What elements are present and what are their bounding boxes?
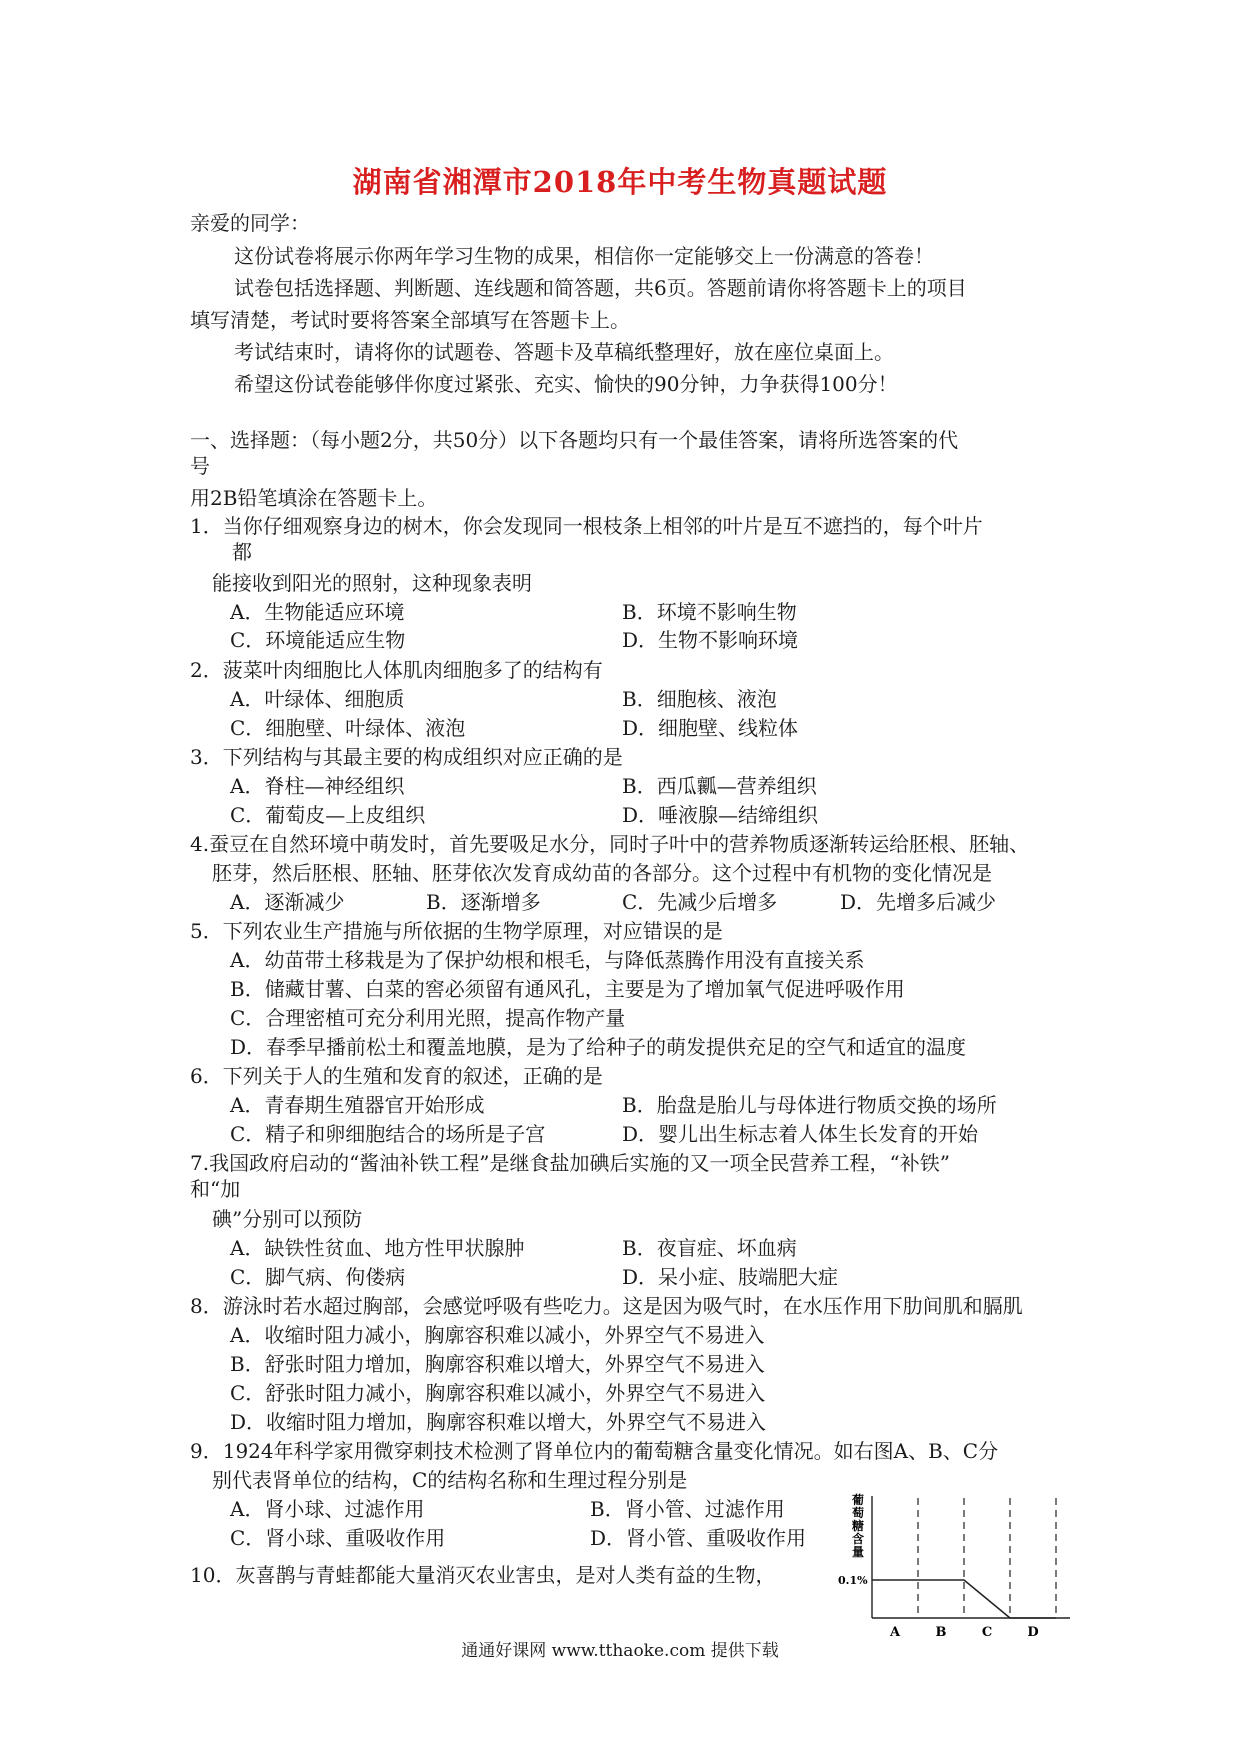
section1-line3: 用2B铅笔填涂在答题卡上。 (190, 486, 438, 510)
q5-option-b: B．储藏甘薯、白菜的窖必须留有通风孔，主要是为了增加氧气促进呼吸作用 (230, 977, 905, 1001)
intro-p2a: 试卷包括选择题、判断题、连线题和简答题，共6页。答题前请你将答题卡上的项目 (234, 276, 967, 300)
q1-option-a: A．生物能适应环境 (230, 600, 405, 624)
q9-line2: 别代表肾单位的结构，C的结构名称和生理过程分别是 (212, 1468, 688, 1492)
q2-option-b: B．细胞核、液泡 (622, 687, 777, 711)
q2-option-d: D．细胞壁、线粒体 (622, 716, 799, 740)
q4-option-c: C．先减少后增多 (622, 890, 778, 914)
y-tick-label: 0.1% (838, 1574, 868, 1587)
svg-text:葡萄糖含量: 葡萄糖含量 (851, 1493, 865, 1559)
q2-option-c: C．细胞壁、叶绿体、液泡 (230, 716, 466, 740)
x-label-d: D (1027, 1625, 1039, 1638)
q5-stem: 5．下列农业生产措施与所依据的生物学原理，对应错误的是 (190, 919, 723, 943)
page-footer: 通通好课网 www.tthaoke.com 提供下载 (461, 1641, 779, 1661)
q3-option-d: D．唾液腺—结缔组织 (622, 803, 819, 827)
q7-line3: 碘”分别可以预防 (212, 1207, 363, 1231)
section1-line1: 一、选择题：（每小题2分，共50分）以下各题均只有一个最佳答案，请将所选答案的代 (190, 428, 959, 452)
q6-option-a: A．青春期生殖器官开始形成 (230, 1093, 485, 1117)
q8-stem: 8．游泳时若水超过胸部，会感觉呼吸有些吃力。这是因为吸气时，在水压作用下肋间肌和膈肌 (190, 1294, 1023, 1318)
q6-stem: 6．下列关于人的生殖和发育的叙述，正确的是 (190, 1064, 603, 1088)
q9-line1: 9．1924年科学家用微穿刺技术检测了肾单位内的葡萄糖含量变化情况。如右图A、B、C分 (190, 1439, 999, 1463)
q9-option-d: D．肾小管、重吸收作用 (590, 1526, 807, 1550)
q7-option-d: D．呆小症、肢端肥大症 (622, 1265, 839, 1289)
q4-option-a: A．逐渐减少 (230, 890, 345, 914)
intro-p3: 考试结束时，请将你的试题卷、答题卡及草稿纸整理好，放在座位桌面上。 (234, 340, 894, 364)
page-title: 湖南省湘潭市2018年中考生物真题试题 (352, 165, 888, 199)
q3-option-a: A．脊柱—神经组织 (230, 774, 405, 798)
glucose-figure (838, 1490, 1072, 1638)
q3-option-b: B．西瓜瓤—营养组织 (622, 774, 817, 798)
q7-option-a: A．缺铁性贫血、地方性甲状腺肿 (230, 1236, 525, 1260)
q10-stem: 10．灰喜鹊与青蛙都能大量消灭农业害虫，是对人类有益的生物， (190, 1563, 776, 1587)
section1-line2: 号 (190, 454, 210, 478)
q8-option-c: C．舒张时阻力减小，胸廓容积难以减小，外界空气不易进入 (230, 1381, 766, 1405)
q1-line3: 能接收到阳光的照射，这种现象表明 (212, 571, 532, 595)
q1-line2: 都 (232, 540, 252, 564)
q2-option-a: A．叶绿体、细胞质 (230, 687, 405, 711)
q5-option-c: C．合理密植可充分利用光照，提高作物产量 (230, 1006, 626, 1030)
q6-option-c: C．精子和卵细胞结合的场所是子宫 (230, 1122, 546, 1146)
q5-option-d: D．春季早播前松土和覆盖地膜，是为了给种子的萌发提供充足的空气和适宜的温度 (230, 1035, 967, 1059)
q8-option-a: A．收缩时阻力减小，胸廓容积难以减小，外界空气不易进入 (230, 1323, 765, 1347)
q2-stem: 2．菠菜叶肉细胞比人体肌肉细胞多了的结构有 (190, 658, 603, 682)
q7-option-b: B．夜盲症、坏血病 (622, 1236, 797, 1260)
q7-option-c: C．脚气病、佝偻病 (230, 1265, 406, 1289)
q9-option-a: A．肾小球、过滤作用 (230, 1497, 425, 1521)
q6-option-d: D．婴儿出生标志着人体生长发育的开始 (622, 1122, 979, 1146)
q1-option-b: B．环境不影响生物 (622, 600, 797, 624)
q9-option-c: C．肾小球、重吸收作用 (230, 1526, 446, 1550)
q4-option-d: D．先增多后减少 (840, 890, 997, 914)
intro-p4: 希望这份试卷能够伴你度过紧张、充实、愉快的90分钟，力争获得100分！ (234, 372, 898, 396)
q4-option-b: B．逐渐增多 (426, 890, 541, 914)
q6-option-b: B．胎盘是胎儿与母体进行物质交换的场所 (622, 1093, 997, 1117)
q3-option-c: C．葡萄皮—上皮组织 (230, 803, 426, 827)
x-label-c: C (981, 1625, 993, 1638)
x-label-b: B (935, 1625, 947, 1638)
x-label-a: A (889, 1625, 901, 1638)
q5-option-a: A．幼苗带土移栽是为了保护幼根和根毛，与降低蒸腾作用没有直接关系 (230, 948, 865, 972)
q1-option-d: D．生物不影响环境 (622, 628, 799, 652)
q4-line1: 4.蚕豆在自然环境中萌发时，首先要吸足水分，同时子叶中的营养物质逐渐转运给胚根、胚轴、 (190, 832, 1030, 856)
q8-option-d: D．收缩时阻力增加，胸廓容积难以增大，外界空气不易进入 (230, 1410, 767, 1434)
figure-ylabel (851, 1492, 864, 1559)
q7-line1: 7.我国政府启动的“酱油补铁工程”是继食盐加碘后实施的又一项全民营养工程，“补铁” (190, 1151, 950, 1175)
q1-option-c: C．环境能适应生物 (230, 628, 406, 652)
intro-p1: 这份试卷将展示你两年学习生物的成果，相信你一定能够交上一份满意的答卷！ (234, 244, 934, 268)
q7-line2: 和“加 (190, 1177, 241, 1201)
q3-stem: 3．下列结构与其最主要的构成组织对应正确的是 (190, 745, 623, 769)
q1-line1: 1．当你仔细观察身边的树木，你会发现同一根枝条上相邻的叶片是互不遮挡的，每个叶片 (190, 514, 983, 538)
intro-p2b: 填写清楚，考试时要将答案全部填写在答题卡上。 (190, 308, 630, 332)
greeting: 亲爱的同学： (190, 211, 310, 235)
q4-line2: 胚芽，然后胚根、胚轴、胚芽依次发育成幼苗的各部分。这个过程中有机物的变化情况是 (212, 861, 992, 885)
q8-option-b: B．舒张时阻力增加，胸廓容积难以增大，外界空气不易进入 (230, 1352, 765, 1376)
q9-option-b: B．肾小管、过滤作用 (590, 1497, 785, 1521)
